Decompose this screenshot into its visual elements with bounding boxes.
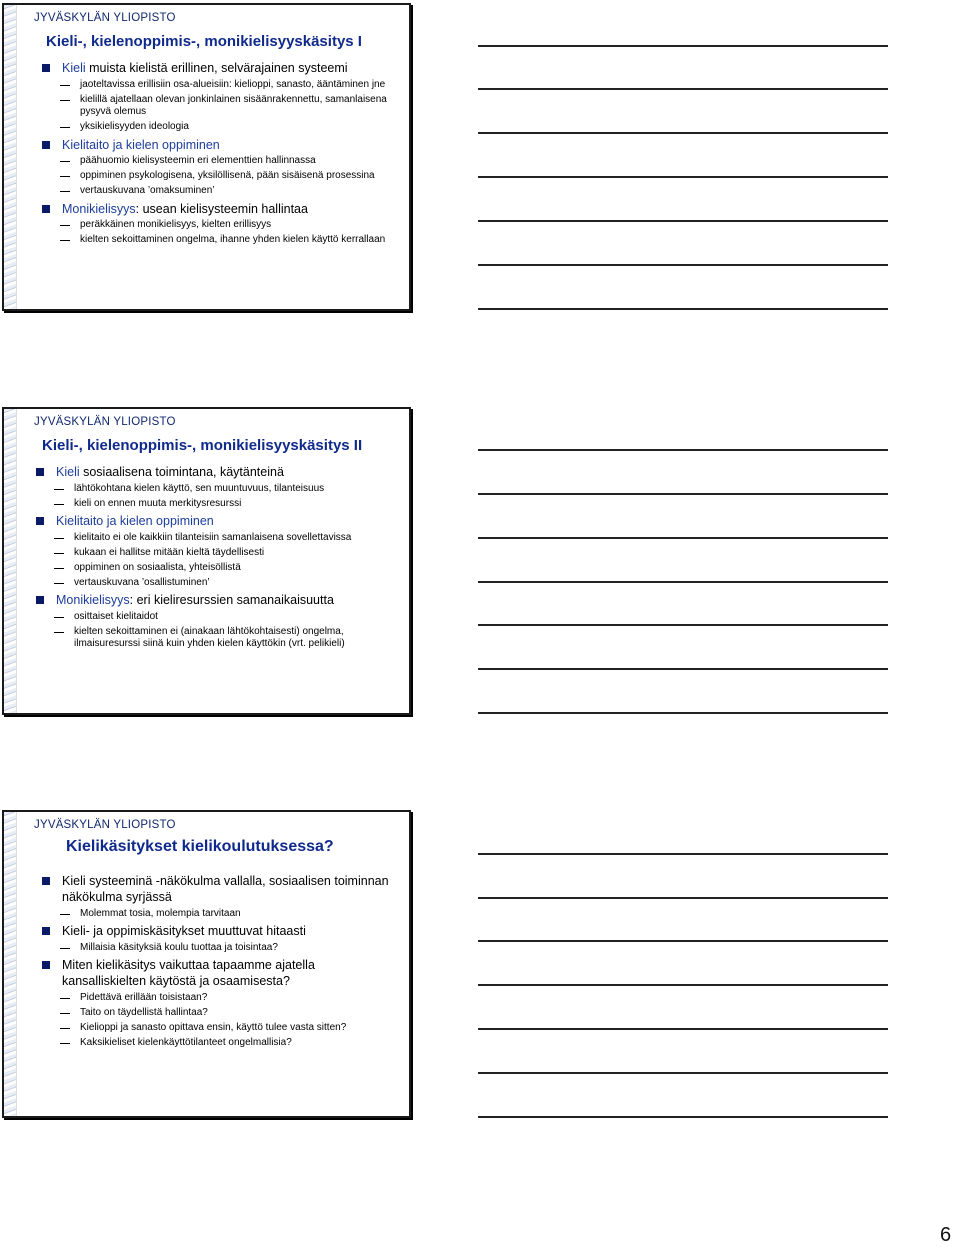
note-line — [478, 712, 888, 714]
sub-bullet: Taito on täydellistä hallintaa? — [42, 1007, 401, 1020]
slide-content — [42, 870, 401, 1049]
square-bullet-icon — [42, 961, 50, 969]
slide-content — [42, 57, 401, 247]
sub-bullet: kielitaito ei ole kaikkiin tilanteisiin samanlaisena sovellettavissa — [36, 532, 401, 545]
university-name: JYVÄSKYLÄN YLIOPISTO — [34, 819, 176, 831]
sub-bullet: oppiminen on sosiaalista, yhteisöllistä — [36, 562, 401, 575]
university-name: JYVÄSKYLÄN YLIOPISTO — [34, 12, 176, 24]
note-line — [478, 220, 888, 222]
bullet-item: Monikielisyys: usean kielisysteemin hallintaa — [42, 201, 401, 217]
note-line — [478, 88, 888, 90]
slide-content — [36, 461, 401, 651]
bullet-item: Kieli- ja oppimiskäsitykset muuttuvat hitaasti — [42, 923, 401, 939]
sub-bullet: kielten sekoittaminen ei (ainakaan lähtökohtaisesti) ongelma, ilmaisuresurssi siinä kuin yhden kielen käyttökin (vrt. pelikieli) — [36, 626, 401, 651]
sub-bullet: kielillä ajatellaan olevan jonkinlainen sisäänrakennettu, samanlaisena pysyvä olemus — [42, 94, 401, 119]
square-bullet-icon — [36, 468, 44, 476]
slide-title: Kieli-, kielenoppimis-, monikielisyyskäsitys I — [46, 33, 362, 50]
square-bullet-icon — [42, 141, 50, 149]
sub-bullet: osittaiset kielitaidot — [36, 611, 401, 624]
sub-bullet: vertauskuvana ’osallistuminen’ — [36, 577, 401, 590]
note-line — [478, 264, 888, 266]
bullet-item: Kieli muista kielistä erillinen, selvärajainen systeemi — [42, 60, 401, 76]
page-number: 6 — [940, 1224, 952, 1246]
square-bullet-icon — [42, 877, 50, 885]
university-name: JYVÄSKYLÄN YLIOPISTO — [34, 416, 176, 428]
note-line — [478, 668, 888, 670]
sub-bullet: Pidettävä erillään toisistaan? — [42, 992, 401, 1005]
square-bullet-icon — [36, 596, 44, 604]
note-line — [478, 45, 888, 47]
note-line — [478, 624, 888, 626]
sub-bullet: kukaan ei hallitse mitään kieltä täydellisesti — [36, 547, 401, 560]
note-line — [478, 132, 888, 134]
sub-bullet: Kaksikieliset kielenkäyttötilanteet ongelmallisia? — [42, 1037, 401, 1050]
slide-decoration-strip — [4, 5, 17, 309]
sub-bullet: peräkkäinen monikielisyys, kielten erillisyys — [42, 219, 401, 232]
sub-bullet: vertauskuvana ’omaksuminen’ — [42, 185, 401, 198]
slide-title: Kielikäsitykset kielikoulutuksessa? — [66, 838, 334, 855]
bullet-item: Monikielisyys: eri kieliresurssien samanaikaisuutta — [36, 592, 401, 608]
sub-bullet: päähuomio kielisysteemin eri elementtien hallinnassa — [42, 155, 401, 168]
square-bullet-icon — [42, 927, 50, 935]
bullet-item: Kieli systeeminä -näkökulma vallalla, sosiaalisen toiminnan näkökulma syrjässä — [42, 873, 401, 905]
slide-title: Kieli-, kielenoppimis-, monikielisyyskäsitys II — [42, 437, 363, 454]
bullet-item: Kieli sosiaalisena toimintana, käytänteinä — [36, 464, 401, 480]
note-line — [478, 176, 888, 178]
sub-bullet: Kielioppi ja sanasto opittava ensin, käyttö tulee vasta sitten? — [42, 1022, 401, 1035]
note-line — [478, 984, 888, 986]
square-bullet-icon — [42, 205, 50, 213]
note-line — [478, 1116, 888, 1118]
sub-bullet: kieli on ennen muuta merkitysresurssi — [36, 498, 401, 511]
note-line — [478, 493, 888, 495]
note-line — [478, 897, 888, 899]
note-line — [478, 1072, 888, 1074]
bullet-item: Kielitaito ja kielen oppiminen — [42, 137, 401, 153]
slide-2 — [2, 407, 411, 715]
note-line — [478, 537, 888, 539]
square-bullet-icon — [36, 517, 44, 525]
sub-bullet: oppiminen psykologisena, yksilöllisenä, pään sisäisenä prosessina — [42, 170, 401, 183]
square-bullet-icon — [42, 64, 50, 72]
sub-bullet: Millaisia käsityksiä koulu tuottaa ja toisintaa? — [42, 942, 401, 955]
note-line — [478, 308, 888, 310]
note-line — [478, 940, 888, 942]
bullet-item: Miten kielikäsitys vaikuttaa tapaamme ajatella kansalliskielten käytöstä ja osaamisesta? — [42, 957, 401, 989]
sub-bullet: Molemmat tosia, molempia tarvitaan — [42, 908, 401, 921]
sub-bullet: lähtökohtana kielen käyttö, sen muuntuvuus, tilanteisuus — [36, 483, 401, 496]
note-line — [478, 853, 888, 855]
slide-decoration-strip — [4, 409, 17, 713]
note-line — [478, 449, 888, 451]
slide-1 — [2, 3, 411, 311]
slide-3 — [2, 810, 411, 1118]
note-line — [478, 1028, 888, 1030]
sub-bullet: kielten sekoittaminen ongelma, ihanne yhden kielen käyttö kerrallaan — [42, 234, 401, 247]
note-line — [478, 581, 888, 583]
slide-decoration-strip — [4, 812, 17, 1116]
sub-bullet: jaoteltavissa erillisiin osa-alueisiin: kielioppi, sanasto, ääntäminen jne — [42, 79, 401, 92]
bullet-item: Kielitaito ja kielen oppiminen — [36, 513, 401, 529]
sub-bullet: yksikielisyyden ideologia — [42, 121, 401, 134]
